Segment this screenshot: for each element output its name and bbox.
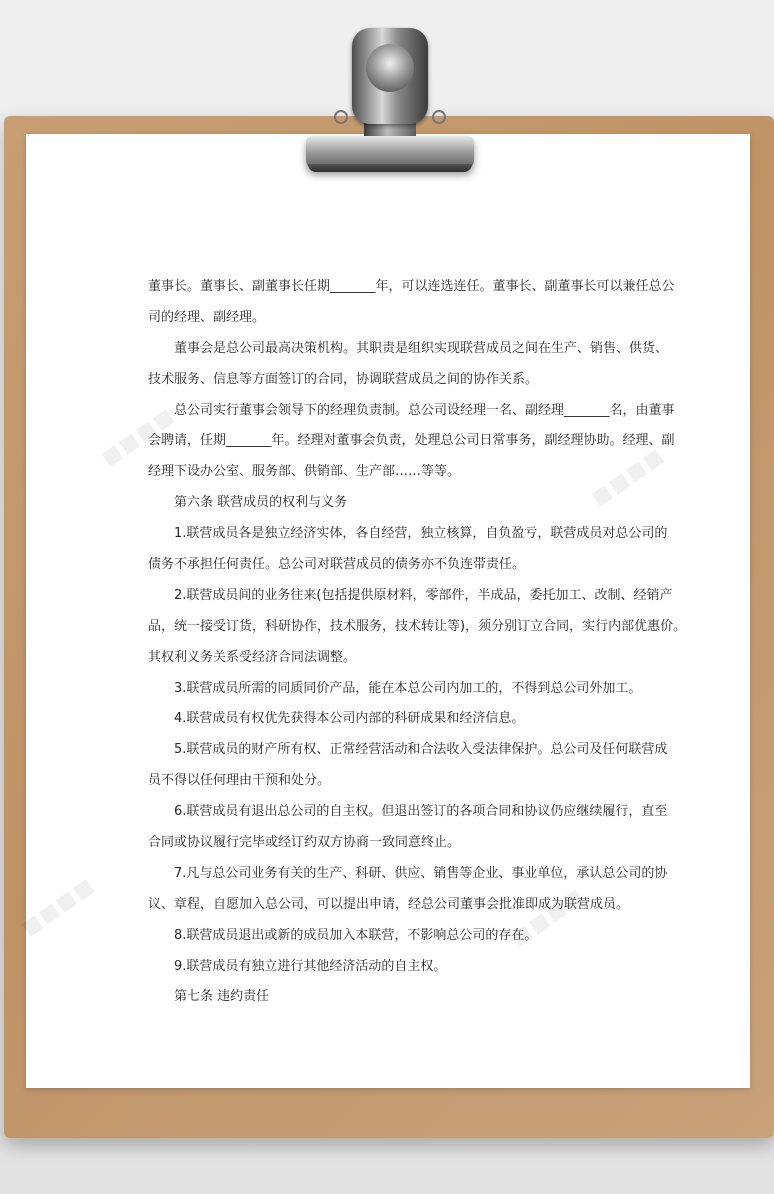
text-line: 4.联营成员有权优先获得本公司内部的科研成果和经济信息。 [174,711,525,727]
clip-edge [308,164,472,172]
text-line: 1.联营成员各是独立经济实体，各自经营，独立核算，自负盈亏，联营成员对总公司的 [174,526,668,542]
clip-hook-left [334,110,348,124]
section-heading: 第六条 联营成员的权利与义务 [174,495,348,511]
watermark: ■■■■ [586,442,669,510]
text-line: 董事长。董事长、副董事长任期_______年，可以连选连任。董事长、副董事长可以兼任总公 [148,279,675,294]
watermark: ■■■■ [16,872,99,940]
watermark: ■■■■ [506,882,589,950]
text-line: 9.联营成员有独立进行其他经济活动的自主权。 [174,958,447,974]
text-line: 7.凡与总公司业务有关的生产、科研、供应、销售等企业、事业单位，承认总公司的协 [174,865,668,881]
clip-rivet [366,44,414,92]
text-line: 3.联营成员所需的同质同价产品，能在本总公司内加工的，不得到总公司外加工。 [174,680,642,696]
text-line: 经理下设办公室、服务部、供销部、生产部……等等。 [148,464,461,480]
text-line: 议、章程，自愿加入总公司，可以提出申请，经总公司董事会批准即成为联营成员。 [148,896,630,912]
text-line: 2.联营成员间的业务往来(包括提供原材料，零部件，半成品，委托加工、改制、经销产 [174,587,673,603]
text-line: 5.联营成员的财产所有权、正常经营活动和合法收入受法律保护。总公司及任何联营成 [174,742,668,758]
text-line: 会聘请，任期_______年。经理对董事会负责，处理总公司日常事务，副经理协助。经理、副 [148,433,675,449]
text-line: 司的经理、副经理。 [148,309,266,325]
clip-ring [352,28,428,124]
text-line: 员不得以任何理由干预和处分。 [148,773,331,789]
text-line: 总公司实行董事会领导下的经理负责制。总公司设经理一名、副经理_______名，由董事 [174,402,675,418]
text-line: 合同或协议履行完毕或经订约双方协商一致同意终止。 [148,835,461,851]
watermark: ■■■■ [96,402,179,470]
clip-hook-right [432,110,446,124]
text-line: 董事会是总公司最高决策机构。其职责是组织实现联营成员之间在生产、销售、供货、 [174,340,669,356]
section-heading: 第七条 违约责任 [174,989,270,1005]
text-line: 其权利义务关系受经济合同法调整。 [148,649,357,665]
text-line: 6.联营成员有退出总公司的自主权。但退出签订的各项合同和协议仍应继续履行，直至 [174,804,668,820]
text-line: 债务不承担任何责任。总公司对联营成员的债务亦不负连带责任。 [148,557,526,573]
binder-clip [306,28,474,178]
document-text [148,272,687,1013]
text-line: 技术服务、信息等方面签订的合同，协调联营成员之间的协作关系。 [148,371,539,387]
text-line: 品，统一接受订货，科研协作，技术服务，技术转让等)，须分别订立合同，实行内部优惠价。 [148,618,687,634]
text-line: 8.联营成员退出或新的成员加入本联营，不影响总公司的存在。 [174,927,538,943]
